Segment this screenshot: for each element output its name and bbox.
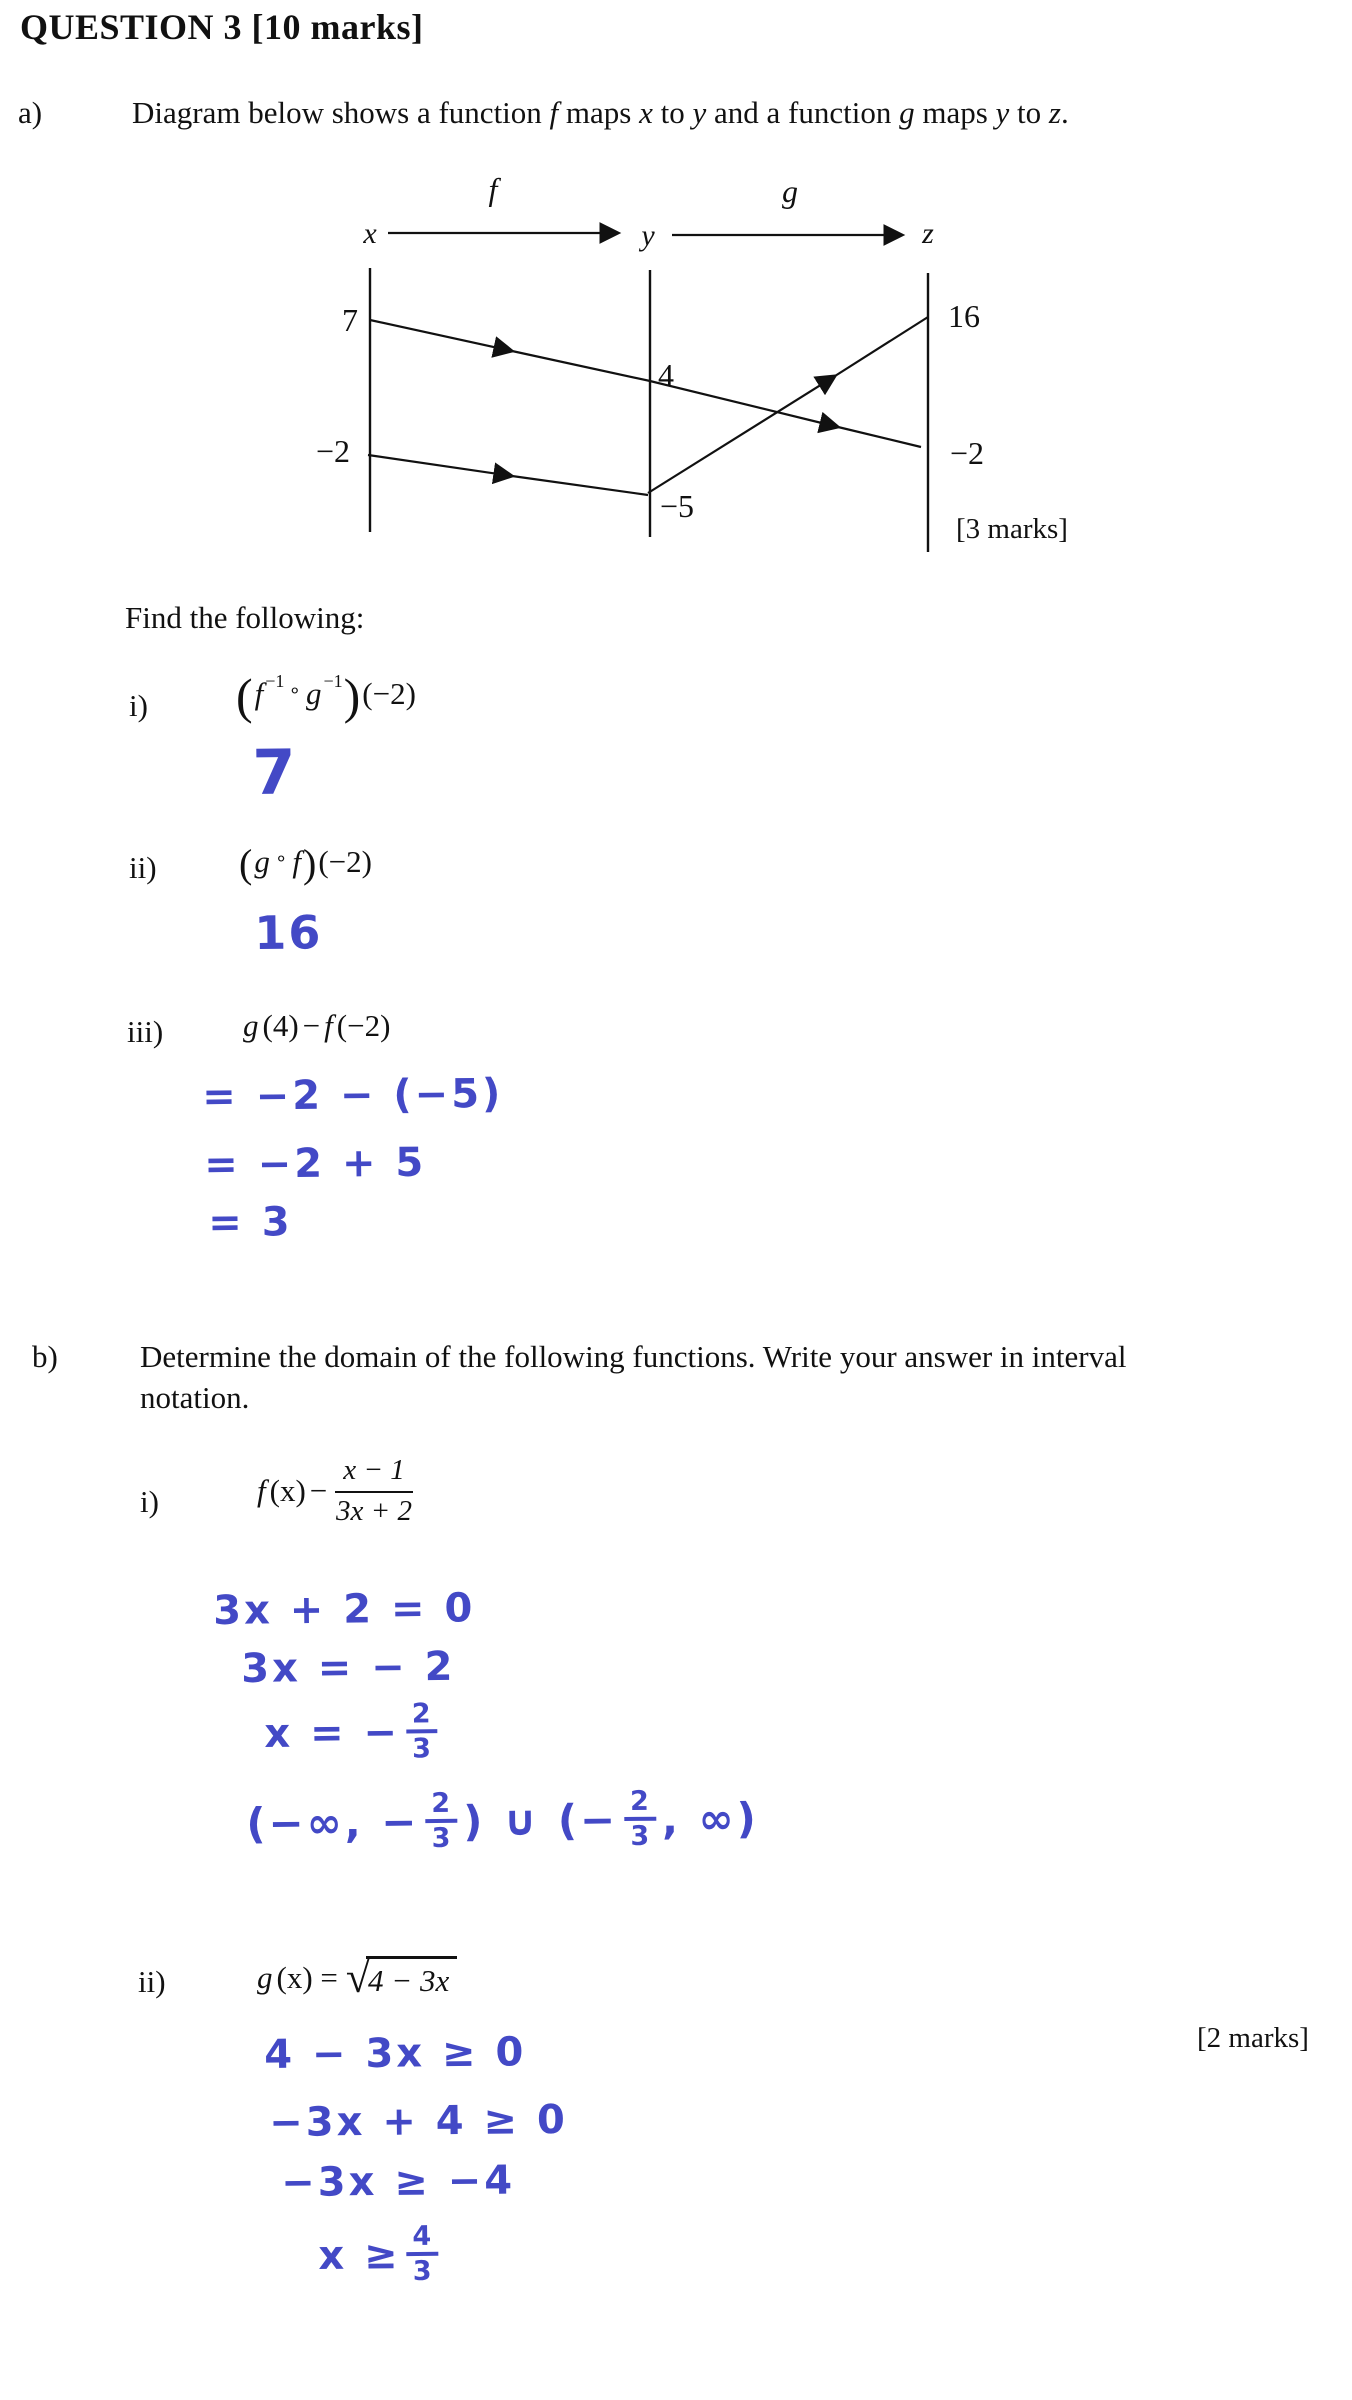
item-bii-expression (255, 1953, 457, 2002)
handwritten-answer-ii: 16 (254, 905, 323, 960)
z-node-16: 16 (948, 298, 980, 334)
map-4-to-neg2 (650, 381, 838, 427)
handwritten-step: 3x = − 2 (241, 1643, 456, 1692)
interval-part: (−∞, − (246, 1797, 420, 1849)
map-neg2-to-neg5 (368, 455, 512, 476)
composition-symbol: ∘ (274, 847, 288, 870)
item-bi-expression (255, 1455, 413, 1528)
argument: (−2) (362, 676, 416, 711)
hw-fraction-denominator: 3 (630, 1821, 651, 1853)
y-node-neg5: −5 (660, 488, 695, 524)
handwritten-step: = −2 + 5 (204, 1139, 427, 1188)
f-argument: (−2) (336, 1008, 391, 1043)
hw-fraction-numerator: 2 (406, 1700, 438, 1734)
find-heading: Find the following: (125, 600, 365, 635)
handwritten-interval-answer (246, 1787, 759, 1856)
part-b-label: b) (32, 1339, 58, 1374)
prompt-seg: to (1009, 95, 1049, 130)
part-a-prompt (132, 92, 1252, 133)
composition-symbol: ∘ (288, 679, 301, 702)
printed-fraction (335, 1455, 412, 1528)
hw-fraction-numerator: 4 (406, 2223, 438, 2257)
z-node-neg2: −2 (950, 435, 985, 471)
g-argument: (4) (262, 1008, 299, 1043)
f-inverse-exponent: −1 (265, 670, 285, 691)
minus-sign: − (309, 1473, 328, 1509)
hw-fraction (406, 1700, 438, 1764)
f-symbol: f (257, 1473, 266, 1509)
y-node-4: 4 (658, 357, 674, 393)
g-symbol: g (254, 844, 270, 879)
item-iii-expression (241, 1008, 392, 1044)
handwritten-step: 4 − 3x ≥ 0 (264, 2029, 527, 2078)
prompt-seg: and a function (706, 95, 900, 130)
of-x-equals: (x) = (276, 1960, 338, 1995)
prompt-seg: Diagram below shows a function (132, 95, 550, 130)
prompt-var-x: x (639, 95, 653, 130)
item-bii-number: ii) (138, 1964, 166, 1999)
hw-fraction (624, 1785, 656, 1853)
handwritten-step: −3x + 4 ≥ 0 (269, 2096, 569, 2146)
interval-part: ) ∪ (− (463, 1795, 619, 1847)
handwritten-step: 3x + 2 = 0 (213, 1585, 476, 1634)
item-ii-number: ii) (129, 850, 157, 885)
part-b-prompt-line1: Determine the domain of the following functions. Write your answer in interval (140, 1339, 1127, 1374)
handwritten-step: = 3 (208, 1199, 293, 1246)
x-node-7: 7 (342, 302, 358, 338)
hw-x-inequality: x ≥ (318, 2231, 401, 2279)
hw-fraction-numerator: 2 (425, 1790, 457, 1824)
question-title: QUESTION 3 [10 marks] (20, 7, 424, 47)
part-b-prompt-line2: notation. (140, 1380, 250, 1415)
item-bi-number: i) (140, 1484, 159, 1519)
interval-part: , ∞) (661, 1793, 760, 1844)
handwritten-answer-i: 7 (252, 735, 296, 809)
hw-fraction-denominator: 3 (431, 1823, 452, 1855)
hw-fraction-denominator: 3 (412, 1733, 433, 1765)
marks-3-label: [3 marks] (956, 513, 1068, 545)
hw-x-equals: x = − (264, 1709, 401, 1757)
minus-sign: − (302, 1008, 321, 1043)
prompt-seg: maps (558, 95, 640, 130)
f-symbol: f (324, 1008, 333, 1043)
set-x-label: x (363, 217, 377, 250)
map-7-to-4-tail (512, 351, 650, 381)
prompt-seg: maps (914, 95, 996, 130)
g-symbol: g (257, 1960, 273, 1995)
handwritten-step-fraction (264, 1700, 444, 1766)
argument: (−2) (318, 844, 372, 879)
handwritten-step: = −2 − (−5) (202, 1070, 504, 1120)
prompt-seg: to (652, 95, 693, 130)
map-neg5-to-16 (648, 376, 835, 493)
item-i-number: i) (129, 688, 148, 723)
map-4-to-neg2-tail (838, 427, 921, 447)
hw-fraction-numerator: 2 (624, 1788, 656, 1822)
radical-sign: √ (345, 1953, 371, 2002)
f-symbol: f (254, 676, 264, 711)
f-symbol: f (292, 844, 301, 879)
marks-2-label: [2 marks] (1197, 2022, 1309, 2054)
prompt-var-f: f (549, 95, 559, 130)
set-y-label: y (641, 219, 655, 252)
radical-expression (345, 1953, 457, 2002)
map-neg2-to-neg5-tail (512, 476, 648, 495)
part-a-label: a) (18, 95, 43, 130)
hw-fraction-denominator: 3 (412, 2256, 433, 2288)
handwritten-final-step (318, 2220, 445, 2288)
prompt-seg: . (1061, 95, 1069, 130)
hw-fraction (425, 1787, 457, 1855)
prompt-var-y2: y (995, 95, 1010, 130)
item-ii-expression: ( g ∘ f ) (−2) (239, 841, 372, 886)
function-g-label: g (782, 173, 798, 209)
fraction-numerator: x − 1 (335, 1455, 412, 1493)
prompt-var-y: y (692, 95, 707, 130)
item-iii-number: iii) (127, 1014, 164, 1049)
of-x: (x) (269, 1473, 306, 1509)
handwritten-step: −3x ≥ −4 (281, 2157, 516, 2206)
prompt-var-g: g (899, 95, 915, 130)
g-symbol: g (243, 1008, 259, 1043)
fraction-denominator: 3x + 2 (336, 1494, 412, 1527)
g-inverse-exponent: −1 (323, 670, 343, 691)
hw-fraction (406, 2220, 438, 2288)
radicand: 4 − 3x (366, 1956, 457, 1999)
prompt-var-z: z (1048, 95, 1061, 130)
mapping-diagram (300, 150, 1110, 570)
item-i-expression: ( f −1 ∘ g −1 ) (−2) (236, 668, 416, 724)
function-f-label: f (488, 171, 498, 207)
set-z-label: z (922, 217, 934, 250)
map-neg5-to-16-tail (835, 317, 928, 376)
map-7-to-4 (370, 320, 512, 351)
x-node-neg2: −2 (315, 433, 350, 469)
g-symbol: g (305, 676, 322, 711)
